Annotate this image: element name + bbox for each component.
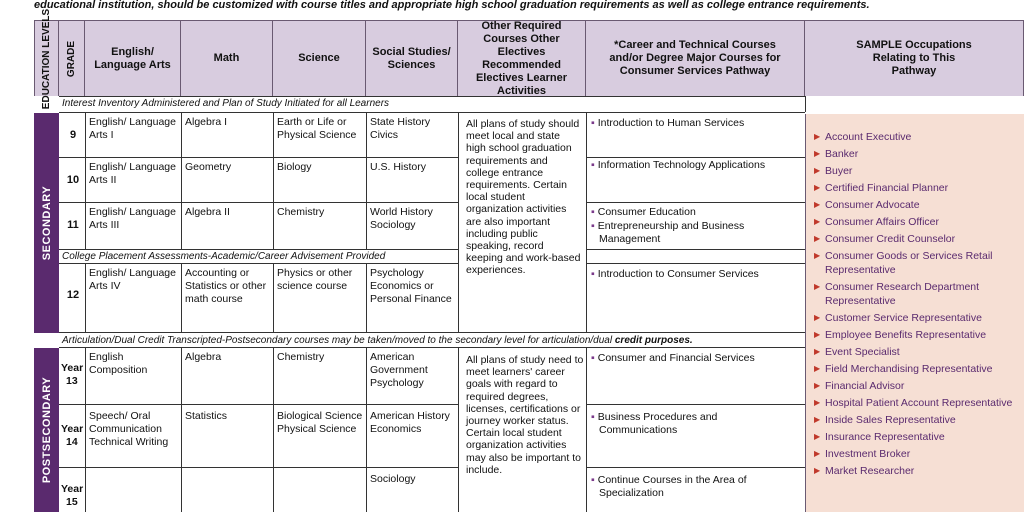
year-13: Year 13 — [61, 362, 84, 387]
level-bar-postsecondary: POSTSECONDARY — [34, 348, 59, 512]
occupation-item: ▶ Consumer Research Department Representative — [814, 281, 980, 307]
career-course: ▪ Business Procedures and Communications — [591, 411, 718, 436]
grid-line — [59, 157, 458, 158]
occupation-item: ▶ Banker — [814, 148, 859, 160]
cell-math: Geometry — [185, 161, 232, 173]
note-articulation: Articulation/Dual Credit Transcripted-Postsecondary courses may be taken/moved to the secondary level for articulation/dual credit purposes. — [62, 335, 693, 346]
cell-math: Algebra II — [185, 206, 230, 218]
cell-science: Biology — [277, 161, 312, 173]
occupation-item: ▶ Field Merchandising Representative — [814, 363, 993, 375]
bullet-triangle-icon: ▶ — [814, 282, 821, 291]
cell-science: Physics or other science course — [277, 267, 353, 292]
grid-line — [181, 347, 182, 512]
occupation-item: ▶ Event Specialist — [814, 346, 900, 358]
bullet-triangle-icon: ▶ — [814, 330, 821, 339]
grid-line — [59, 249, 458, 250]
cell-social: Psychology Economics or Personal Finance — [370, 267, 452, 305]
grade-12: 12 — [66, 289, 80, 301]
cell-english: Speech/ Oral Communication Technical Writing — [89, 410, 169, 448]
bullet-triangle-icon: ▶ — [814, 166, 821, 175]
grid-line — [181, 112, 182, 249]
cell-science: Earth or Life or Physical Science — [277, 116, 357, 141]
grid-line — [366, 112, 367, 249]
cell-social: American Government Psychology — [370, 351, 428, 389]
bullet-triangle-icon: ▶ — [814, 200, 821, 209]
bullet-triangle-icon: ▶ — [814, 381, 821, 390]
occupation-item: ▶ Consumer Advocate — [814, 199, 920, 211]
bullet-triangle-icon: ▶ — [814, 251, 821, 260]
header-science: Science — [273, 20, 366, 96]
cell-english: English/ Language Arts III — [89, 206, 176, 231]
cell-science: Chemistry — [277, 206, 325, 218]
occupation-item: ▶ Financial Advisor — [814, 380, 905, 392]
grid-line — [586, 112, 587, 332]
career-course: ▪ Consumer and Financial Services — [591, 352, 755, 364]
grid-line — [59, 112, 805, 113]
grid-line — [586, 249, 805, 250]
cell-math: Accounting or Statistics or other math course — [185, 267, 267, 305]
grid-line — [273, 263, 274, 332]
bullet-triangle-icon: ▶ — [814, 183, 821, 192]
grid-line — [59, 347, 805, 348]
cell-english: English/ Language Arts I — [89, 116, 176, 141]
header-social: Social Studies/ Sciences — [366, 20, 458, 96]
career-course: ▪ Introduction to Consumer Services — [591, 268, 759, 280]
cell-math: Algebra — [185, 351, 222, 363]
intro-text: educational institution, should be customized with course titles and appropriate high school graduation requirements as well as college entrance requirements. — [34, 0, 870, 11]
career-course: ▪ Continue Courses in the Area of Specialization — [591, 474, 747, 499]
level-bar-secondary: SECONDARY — [34, 113, 59, 333]
note-interest-inventory: Interest Inventory Administered and Plan of Study Initiated for all Learners — [62, 98, 390, 109]
occupation-item: ▶ Certified Financial Planner — [814, 182, 949, 194]
year-14: Year 14 — [61, 423, 84, 448]
header-grade: GRADE — [59, 20, 85, 96]
grid-line — [59, 96, 805, 97]
grid-line — [366, 263, 367, 332]
bullet-triangle-icon: ▶ — [814, 432, 821, 441]
cell-social: American History Economics — [370, 410, 450, 435]
cell-social: Sociology — [370, 473, 416, 485]
grid-line — [59, 467, 458, 468]
grade-11: 11 — [67, 219, 79, 231]
bullet-triangle-icon: ▶ — [814, 347, 821, 356]
header-education-levels: EDUCATION LEVELS — [34, 20, 59, 96]
header-math: Math — [181, 20, 273, 96]
occupation-item: ▶ Inside Sales Representative — [814, 414, 956, 426]
grid-line — [586, 347, 587, 512]
bullet-triangle-icon: ▶ — [814, 364, 821, 373]
career-course: ▪ Information Technology Applications — [591, 159, 766, 171]
bullet-triangle-icon: ▶ — [814, 149, 821, 158]
grid-line — [586, 263, 805, 264]
grid-line — [586, 157, 805, 158]
grade-9: 9 — [69, 129, 77, 141]
grid-line — [273, 112, 274, 249]
grid-line — [458, 347, 459, 512]
header-career-courses: *Career and Technical Courses and/or Degree Major Courses for Consumer Services Pathway — [586, 20, 805, 96]
occupation-item: ▶ Buyer — [814, 165, 853, 177]
grid-line — [586, 467, 805, 468]
cell-english: English/ Language Arts IV — [89, 267, 176, 292]
occupation-item: ▶ Hospital Patient Account Representative — [814, 397, 1013, 409]
bullet-triangle-icon: ▶ — [814, 415, 821, 424]
occupation-item: ▶ Consumer Credit Counselor — [814, 233, 956, 245]
cell-english: English/ Language Arts II — [89, 161, 176, 186]
career-course: ▪ Introduction to Human Services — [591, 117, 745, 129]
header-other-required: Other Required Courses Other Electives Recommended Electives Learner Activities — [458, 20, 586, 96]
secondary-requirements-text: All plans of study should meet local and state high school graduation requirements and college entrance requirements. Certain local student organization activities are also important including public speaking, record keeping and work-based experiences. — [466, 118, 581, 277]
grid-line — [181, 263, 182, 332]
cell-english: English Composition — [89, 351, 148, 376]
occupation-item: ▶ Employee Benefits Representative — [814, 329, 987, 341]
year-15: Year 15 — [61, 483, 84, 508]
bullet-triangle-icon: ▶ — [814, 466, 821, 475]
grid-line — [59, 263, 458, 264]
grid-line — [59, 202, 458, 203]
occupation-list — [814, 130, 1022, 481]
bullet-triangle-icon: ▶ — [814, 217, 821, 226]
grid-line — [273, 347, 274, 512]
grid-line — [458, 112, 459, 332]
cell-science: Chemistry — [277, 351, 325, 363]
cell-social: State History Civics — [370, 116, 431, 141]
note-college-placement: College Placement Assessments-Academic/Career Advisement Provided — [62, 251, 386, 262]
grid-line — [59, 404, 458, 405]
bullet-triangle-icon: ▶ — [814, 449, 821, 458]
occupation-item: ▶ Consumer Goods or Services Retail Representative — [814, 250, 993, 276]
occupation-item: ▶ Account Executive — [814, 131, 912, 143]
cell-social: U.S. History — [370, 161, 427, 173]
career-course: ▪ Consumer Education — [591, 206, 696, 218]
header-sample-occupations: SAMPLE Occupations Relating to This Pathway — [805, 20, 1024, 96]
occupation-item: ▶ Market Researcher — [814, 465, 915, 477]
grid-line — [85, 347, 86, 512]
grade-10: 10 — [66, 174, 80, 186]
bullet-triangle-icon: ▶ — [814, 132, 821, 141]
bullet-triangle-icon: ▶ — [814, 234, 821, 243]
cell-science: Biological Science Physical Science — [277, 410, 363, 435]
grid-line — [59, 332, 805, 333]
grid-line — [586, 404, 805, 405]
cell-social: World History Sociology — [370, 206, 433, 231]
bullet-triangle-icon: ▶ — [814, 313, 821, 322]
cell-math: Statistics — [185, 410, 228, 422]
grid-line — [366, 347, 367, 512]
sample-occupations-panel — [805, 114, 1024, 512]
cell-math: Algebra I — [185, 116, 228, 128]
occupation-item: ▶ Investment Broker — [814, 448, 911, 460]
occupation-item: ▶ Customer Service Representative — [814, 312, 982, 324]
grid-line — [805, 96, 806, 112]
grid-line — [85, 263, 86, 332]
postsecondary-requirements-text: All plans of study need to meet learners' career goals with regard to required degrees, licenses, certifications or journey worker status. Certain local student organization activities may also be important to include. — [466, 354, 584, 476]
occupation-item: ▶ Insurance Representative — [814, 431, 945, 443]
header-english: English/ Language Arts — [85, 20, 181, 96]
career-course: ▪ Entrepreneurship and Business Management — [591, 220, 745, 245]
grid-line — [586, 202, 805, 203]
occupation-item: ▶ Consumer Affairs Officer — [814, 216, 939, 228]
grid-line — [85, 112, 86, 249]
bullet-triangle-icon: ▶ — [814, 398, 821, 407]
